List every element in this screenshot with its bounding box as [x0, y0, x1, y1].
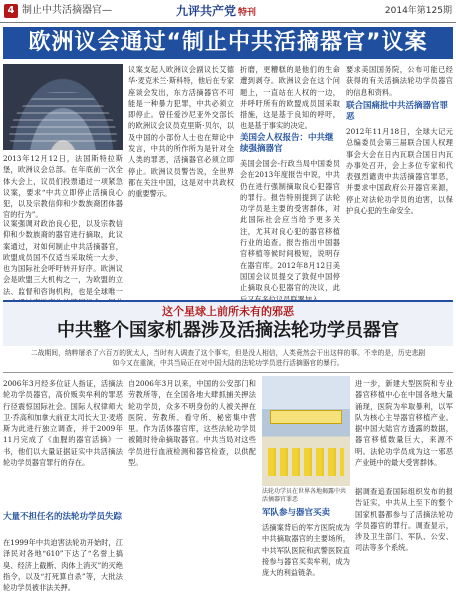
article2-column-1: 2006年3月经多位证人指证，活摘法轮功学员器官，高价贩卖牟利的罪恶行径震惊国际社会。国际人权律师大卫·乔高和加拿大前亚太司长大卫·麦塔斯为此进行独立调查，并于2009年11月完成了《血腥的器官活摘》一书，他们以大量证据证实中共活摘法轮功学员器官罪行的存在。 [3, 379, 123, 468]
page-number: 4 [4, 4, 18, 18]
subhead-military: 军队参与器官买卖 [262, 508, 331, 518]
banner-kicker: 这个星球上前所未有的邪恶 [162, 305, 294, 318]
article2-column-4b: 据调查追查国际组织发布的报告证实，中共从上至下的整个国家机器都参与了活摘法轮功学员器官的罪行。调查显示，涉及卫生部门、军队、公安、司法等多个系统。 [355, 487, 453, 553]
brand-name: 九评共产党 [176, 4, 237, 18]
article1-column-4b: 2012年11月18日，全球大记元总编委员会第三届联合国人权理事会大会在日内瓦联合国日内瓦办事处召开，会上多位专家和代表强烈谴责中共活摘器官罪恶，并要求中国政府公开器官来源，停止对法轮功学员的迫害，以保护良心犯的生命安全。 [346, 127, 453, 216]
brand-tag: 特刊 [238, 8, 257, 18]
issue-number: 2014年第125期 [384, 6, 452, 16]
photo-caption: 2013年12月12日，法国斯特拉斯堡，欧洲议会总部。在年底前一次全体大会上，议员们投票通过一项紧急议案，要求“中共立即停止活摘良心犯，以及宗教信仰和少数族裔团体器官的行为”。 [3, 154, 123, 220]
banner-title: 中共整个国家机器涉及活摘法轮功学员器官 [57, 320, 399, 341]
divider [3, 372, 453, 373]
main-headline: 欧洲议会通过“制止中共活摘器官”议案 [3, 27, 453, 59]
article2-column-4: 进一步，新建大型医院和专业器官移植中心在中国各地大量涌现，医院为牟取暴利，以军队为核心主导器官移植产业。据中国大陆官方透露的数据，器官移植数量巨大，来源不明。法轮功学员成为这一邪恶产业链中的最大受害群体。 [355, 379, 453, 468]
article1-column-1: 议案强调对政治良心犯，以及宗教信仰和少数族裔的器官进行摘取，此议案通过，对如何制止中共活摘器官，欧盟成员国不仅适当采取统一大步，也为国际社会呼吁转开好序。欧洲议会是欧盟三大机构之一，为欧盟的立法、监督和咨询机构，也是全球唯一 [3, 219, 123, 296]
article1-column-3b: 美国会国会-行政当局中国委员会在2013年度报告中说，中共仍在进行强制摘取良心犯器官的罪行。报告特别提到了法轮功学员是主要的受害群体，对此国际社会应当给予更多关注，尤其对良心犯的器官移植行业的追查。报告指出中国器官移植等候时间极短，说明存在器官库。2012年8月12日美国国会议员提交了敦促中国停止摘取良心犯器官的决议，此 [240, 159, 340, 293]
brand-title [176, 3, 256, 21]
section-title: 制止中共活摘器官— [22, 5, 112, 16]
subhead-missing: 大量不担任名的法轮功学员失踪 [3, 512, 123, 522]
subhead-un: 联合国痛批中共活摘器官罪恶 [346, 101, 449, 122]
article1-column-2: 议案支起人欧洲议会副议长艾德华·麦克米兰·斯科特，他后在专家座谈会发出，东方活摘器官不可能是一种暴力犯罪，中共必须立即停止。曾任爱沙尼亚外交部长的欧洲议会议员克里斯·贝尔，以及中国的小部份人士也在辩论中发言，中共的所作所为是针对全人类的罪恶，活摘器官必须立即停止。欧洲议员警告说，全世界都在关注中国，这是对中共政权的重要警示。 [128, 65, 234, 199]
protest-photo [262, 376, 350, 486]
article1-column-3: 折磨，更糟糕的是他们的生命遭到剥夺。欧洲议会在这个问题上，一直站在人权的一边，并呼吁所有的欧盟成员国采取措施，这是基于良知的呼吁，也是基于事实的决定。 [240, 65, 340, 131]
article2-column-2: 自2006年3月以来，中国的公安部门和劳教所等，在全国各地大肆抓捕关押法轮功学员，众多不明身份的人被关押在医院、劳教所、看守所、秘密集中营里。作为活体器官库，这些法轮功学员被随时待命摘取器官。中共当局对这些学员进行血液检测和器官检查，以供配型。 [128, 379, 256, 468]
parliament-photo [3, 64, 123, 150]
subhead-us-congress: 美国会人权报告：中共继续强摘器官 [240, 133, 334, 154]
article1-column-4: 要求美国国务院，公布可能已经获得的有关活摘法轮功学员器官的信息和资料。 [346, 65, 453, 97]
second-banner [3, 300, 453, 346]
intro-paragraph: 二战期间，纳粹屠杀了六百万的犹太人，当时有人调查了这个事实，但是没人相信，人类竟然会干出这样的事。不幸的是，历史悲剧如今又在重演，中共当局正在对中国大陆的法轮功学员进行活摘器官的暴行。 [30, 349, 426, 367]
protest-photo-caption: 法轮功学员在世界各地揭露中共活摘器官罪恶 [262, 488, 347, 503]
article2-column-3b: 活摘案背后的军方医院成为中共摘取器官的主要场所，中共军队医院和武警医院直接参与器官买卖牟利，成为庞大的利益链条。 [262, 523, 350, 578]
page-header [0, 0, 456, 23]
article2-column-1b: 在1999年中共迫害法轮功开始时，江泽民对各地“610”下达了“名誉上搞臭、经济上截断、肉体上消灭”的灭绝指令，以及“打死算自杀”等，大批法轮功学员被非法关押。 [3, 538, 123, 593]
